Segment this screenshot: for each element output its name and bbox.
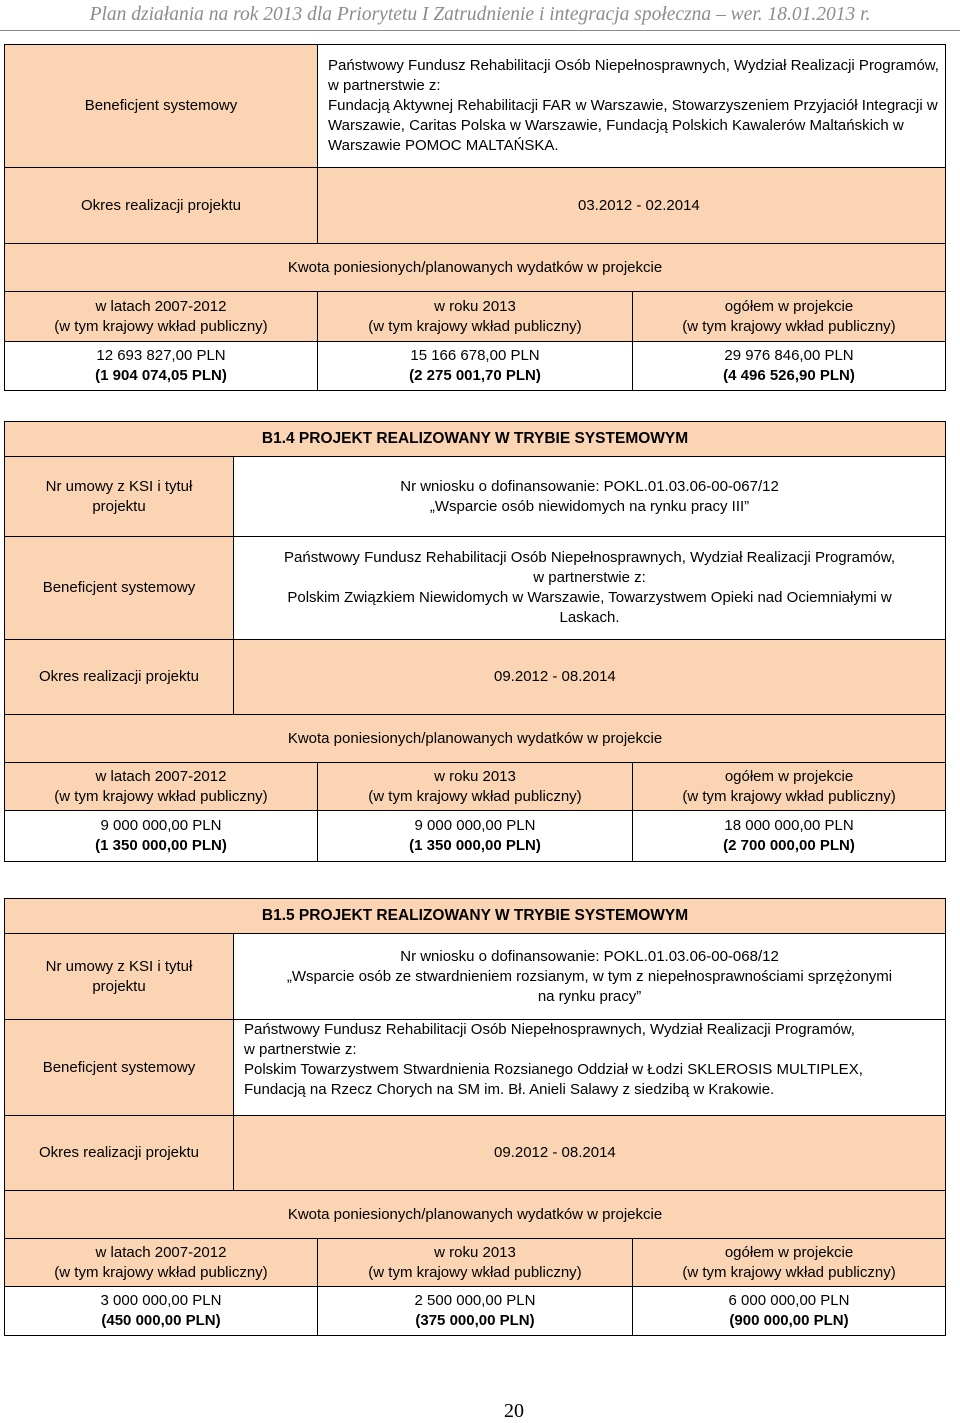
okres-value: 09.2012 - 08.2014 <box>234 640 946 715</box>
col-header-line: ogółem w projekcie <box>724 1243 854 1261</box>
value-total <box>633 1287 946 1336</box>
amount-public: (375 000,00 PLN) <box>415 1312 535 1329</box>
project-title: „Wsparcie osób ze stwardnieniem rozsianym, w tym z niepełnosprawnościami sprzężonymi <box>286 967 893 985</box>
col-header-line: (w tym krajowy wkład publiczny) <box>682 317 896 335</box>
amount-public: (2 700 000,00 PLN) <box>723 837 855 854</box>
amount-public: (450 000,00 PLN) <box>101 1312 221 1329</box>
amount: 3 000 000,00 PLN <box>100 1292 222 1309</box>
col-header-line: (w tym krajowy wkład publiczny) <box>54 317 268 335</box>
kwota-title: Kwota poniesionych/planowanych wydatków w projekcie <box>5 244 946 292</box>
beneficjent-line: Państwowy Fundusz Rehabilitacji Osób Niepełnosprawnych, Wydział Realizacji Programów, <box>244 1021 855 1038</box>
project-table-b1-5 <box>4 898 946 1336</box>
col-header-line: (w tym krajowy wkład publiczny) <box>54 787 268 805</box>
nr-umowy-label <box>5 934 234 1020</box>
value-2007-2012 <box>5 1287 318 1336</box>
col-header-total <box>633 1239 946 1287</box>
beneficjent-line: Polskim Związkiem Niewidomych w Warszawie, Towarzystwem Opieki nad Ociemniałymi w <box>287 589 892 606</box>
col-header-line: w latach 2007-2012 <box>95 767 227 785</box>
col-header-line: (w tym krajowy wkład publiczny) <box>368 787 582 805</box>
amount-public: (1 350 000,00 PLN) <box>95 837 227 854</box>
amount-public: (900 000,00 PLN) <box>729 1312 849 1329</box>
col-header-line: (w tym krajowy wkład publiczny) <box>368 317 582 335</box>
value-2013 <box>318 811 633 862</box>
section-title: B1.4 PROJEKT REALIZOWANY W TRYBIE SYSTEMOWYM <box>5 422 946 457</box>
beneficjent-line: Państwowy Fundusz Rehabilitacji Osób Niepełnosprawnych, Wydział Realizacji Programów, <box>328 57 939 74</box>
kwota-title: Kwota poniesionych/planowanych wydatków w projekcie <box>5 715 946 763</box>
okres-label: Okres realizacji projektu <box>5 168 318 244</box>
value-total <box>633 342 946 391</box>
col-header-2007-2012 <box>5 763 318 811</box>
nr-wniosku: Nr wniosku o dofinansowanie: POKL.01.03.06-00-068/12 <box>400 947 779 965</box>
beneficjent-line: Warszawie POMOC MALTAŃSKA. <box>328 137 559 154</box>
amount: 2 500 000,00 PLN <box>414 1292 536 1309</box>
col-header-line: (w tym krajowy wkład publiczny) <box>368 1263 582 1281</box>
col-header-line: (w tym krajowy wkład publiczny) <box>682 787 896 805</box>
col-header-2013 <box>318 1239 633 1287</box>
okres-value: 03.2012 - 02.2014 <box>318 168 946 244</box>
project-title: na rynku pracy” <box>537 987 642 1005</box>
beneficjent-line: w partnerstwie z: <box>244 1041 357 1058</box>
document-header: Plan działania na rok 2013 dla Priorytetu I Zatrudnienie i integracja społeczna – wer. 18.01.2013 r. <box>89 4 871 25</box>
col-header-line: w latach 2007-2012 <box>95 297 227 315</box>
value-2013 <box>318 1287 633 1336</box>
label-line: projektu <box>92 497 146 515</box>
project-table-b1-4 <box>4 421 946 862</box>
col-header-line: w roku 2013 <box>434 767 516 785</box>
header-rule <box>0 30 960 31</box>
amount: 9 000 000,00 PLN <box>414 817 536 834</box>
amount: 15 166 678,00 PLN <box>410 347 540 364</box>
okres-label: Okres realizacji projektu <box>5 640 234 715</box>
col-header-line: (w tym krajowy wkład publiczny) <box>54 1263 268 1281</box>
okres-value: 09.2012 - 08.2014 <box>234 1116 946 1191</box>
beneficjent-value <box>234 1020 946 1116</box>
value-total <box>633 811 946 862</box>
beneficjent-line: Państwowy Fundusz Rehabilitacji Osób Niepełnosprawnych, Wydział Realizacji Programów, <box>284 549 895 566</box>
beneficjent-line: w partnerstwie z: <box>328 77 441 94</box>
beneficjent-line: w partnerstwie z: <box>533 569 646 586</box>
beneficjent-value <box>234 537 946 640</box>
amount-public: (1 350 000,00 PLN) <box>409 837 541 854</box>
page-number: 20 <box>504 1400 524 1422</box>
col-header-2007-2012 <box>5 292 318 342</box>
nr-umowy-value <box>234 934 946 1020</box>
nr-wniosku: Nr wniosku o dofinansowanie: POKL.01.03.06-00-067/12 <box>400 477 779 495</box>
beneficjent-line: Fundacją na Rzecz Chorych na SM im. Bł. Anieli Salawy z siedzibą w Krakowie. <box>244 1081 775 1098</box>
col-header-total <box>633 763 946 811</box>
col-header-2013 <box>318 292 633 342</box>
value-2007-2012 <box>5 342 318 391</box>
col-header-2007-2012 <box>5 1239 318 1287</box>
col-header-total <box>633 292 946 342</box>
amount-public: (2 275 001,70 PLN) <box>409 367 541 384</box>
amount: 6 000 000,00 PLN <box>728 1292 850 1309</box>
value-2013 <box>318 342 633 391</box>
label-line: projektu <box>92 977 146 995</box>
col-header-line: w roku 2013 <box>434 297 516 315</box>
value-2007-2012 <box>5 811 318 862</box>
col-header-2013 <box>318 763 633 811</box>
amount: 9 000 000,00 PLN <box>100 817 222 834</box>
col-header-line: (w tym krajowy wkład publiczny) <box>682 1263 896 1281</box>
beneficjent-label: Beneficjent systemowy <box>5 45 318 168</box>
beneficjent-value <box>318 45 946 168</box>
col-header-line: ogółem w projekcie <box>724 767 854 785</box>
nr-umowy-value <box>234 457 946 537</box>
amount-public: (1 904 074,05 PLN) <box>95 367 227 384</box>
amount-public: (4 496 526,90 PLN) <box>723 367 855 384</box>
beneficjent-label: Beneficjent systemowy <box>5 537 234 640</box>
project-title: „Wsparcie osób niewidomych na rynku pracy III” <box>429 497 750 515</box>
beneficjent-line: Laskach. <box>559 609 620 626</box>
amount: 29 976 846,00 PLN <box>724 347 854 364</box>
okres-label: Okres realizacji projektu <box>5 1116 234 1191</box>
beneficjent-label: Beneficjent systemowy <box>5 1020 234 1116</box>
nr-umowy-label <box>5 457 234 537</box>
label-line: Nr umowy z KSI i tytuł <box>45 477 193 495</box>
section-title: B1.5 PROJEKT REALIZOWANY W TRYBIE SYSTEMOWYM <box>5 899 946 934</box>
label-line: Nr umowy z KSI i tytuł <box>45 957 193 975</box>
col-header-line: w roku 2013 <box>434 1243 516 1261</box>
beneficjent-line: Fundacją Aktywnej Rehabilitacji FAR w Warszawie, Stowarzyszeniem Przyjaciół Integracji w <box>328 97 938 114</box>
project-table-continued <box>4 44 946 391</box>
col-header-line: ogółem w projekcie <box>724 297 854 315</box>
kwota-title: Kwota poniesionych/planowanych wydatków w projekcie <box>5 1191 946 1239</box>
amount: 18 000 000,00 PLN <box>724 817 854 834</box>
beneficjent-line: Warszawie, Caritas Polska w Warszawie, Fundacją Polskich Kawalerów Maltańskich w <box>328 117 904 134</box>
amount: 12 693 827,00 PLN <box>96 347 226 364</box>
col-header-line: w latach 2007-2012 <box>95 1243 227 1261</box>
beneficjent-line: Polskim Towarzystwem Stwardnienia Rozsianego Oddział w Łodzi SKLEROSIS MULTIPLEX, <box>244 1061 863 1078</box>
